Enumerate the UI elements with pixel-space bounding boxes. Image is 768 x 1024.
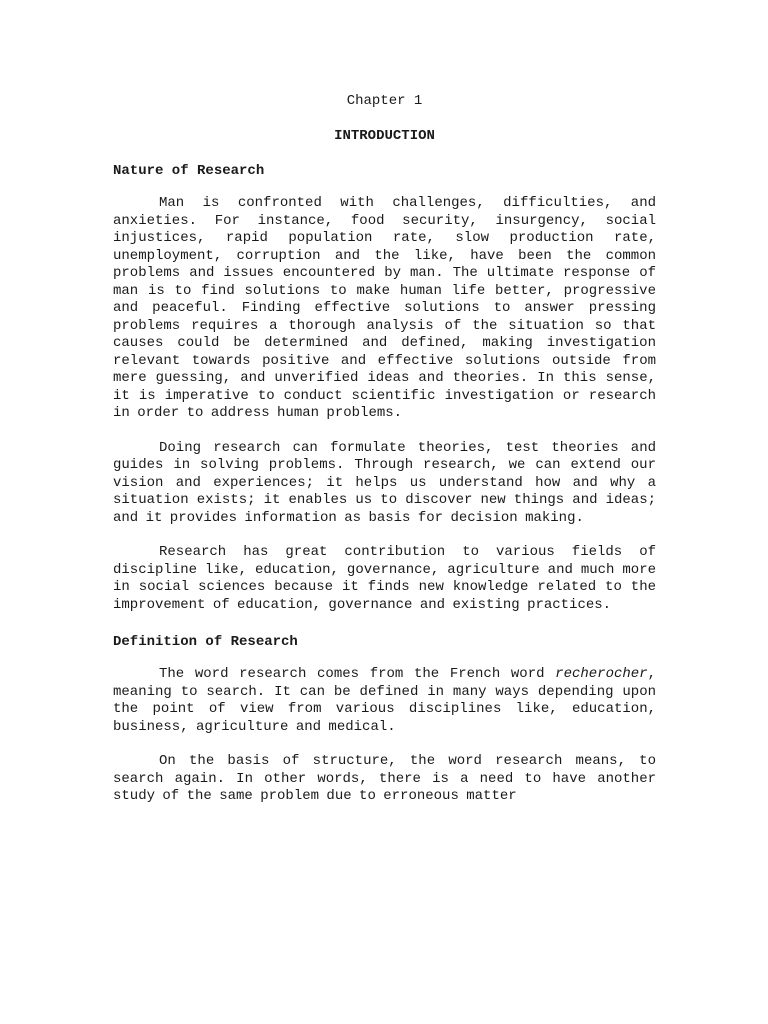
document-page <box>113 90 656 823</box>
paragraph <box>113 666 656 736</box>
paragraph-rest-text: , meaning to search. It can be defined in many ways depending upon the point of view from various disciplines like, education, business, agriculture and medical. <box>113 666 656 735</box>
section-heading-definition: Definition of Research <box>113 634 298 650</box>
chapter-title: INTRODUCTION <box>334 128 435 144</box>
paragraph: Doing research can formulate theories, test theories and guides in solving problems. Through research, we can extend our vision and experiences; it helps us understand how and why a situation exists; it enables us to discover new things and ideas; and it provides information as basis for decision making. <box>113 439 656 526</box>
paragraph-lead-text: The word research comes from the French word <box>159 666 556 682</box>
paragraph: Research has great contribution to various fields of discipline like, education, governance, agriculture and much more in social sciences because it finds new knowledge related to the improvement of education, governance and existing practices. <box>113 544 656 613</box>
chapter-label: Chapter 1 <box>346 93 423 109</box>
paragraph: Man is confronted with challenges, difficulties, and anxieties. For instance, food security, insurgency, social injustices, rapid population rate, slow production rate, unemployment, corruption and the like, have been the common problems and issues encountered by man. The ultimate response of man is to find solutions to make human life better, progressive and peaceful. Finding effective solutions to answer pressing problems requires a thorough analysis of the situation so that causes could be determined and defined, making investigation relevant towards positive and effective solutions outside from mere guessing, and unverified ideas and theories. In this sense, it is imperative to conduct scientific investigation or research in order to address human problems. <box>113 195 656 421</box>
italic-term: recherocher <box>555 666 648 682</box>
paragraph: On the basis of structure, the word research means, to search again. In other words, there is a need to have another study of the same problem due to erroneous matter <box>113 753 656 804</box>
section-heading-nature: Nature of Research <box>113 163 265 179</box>
